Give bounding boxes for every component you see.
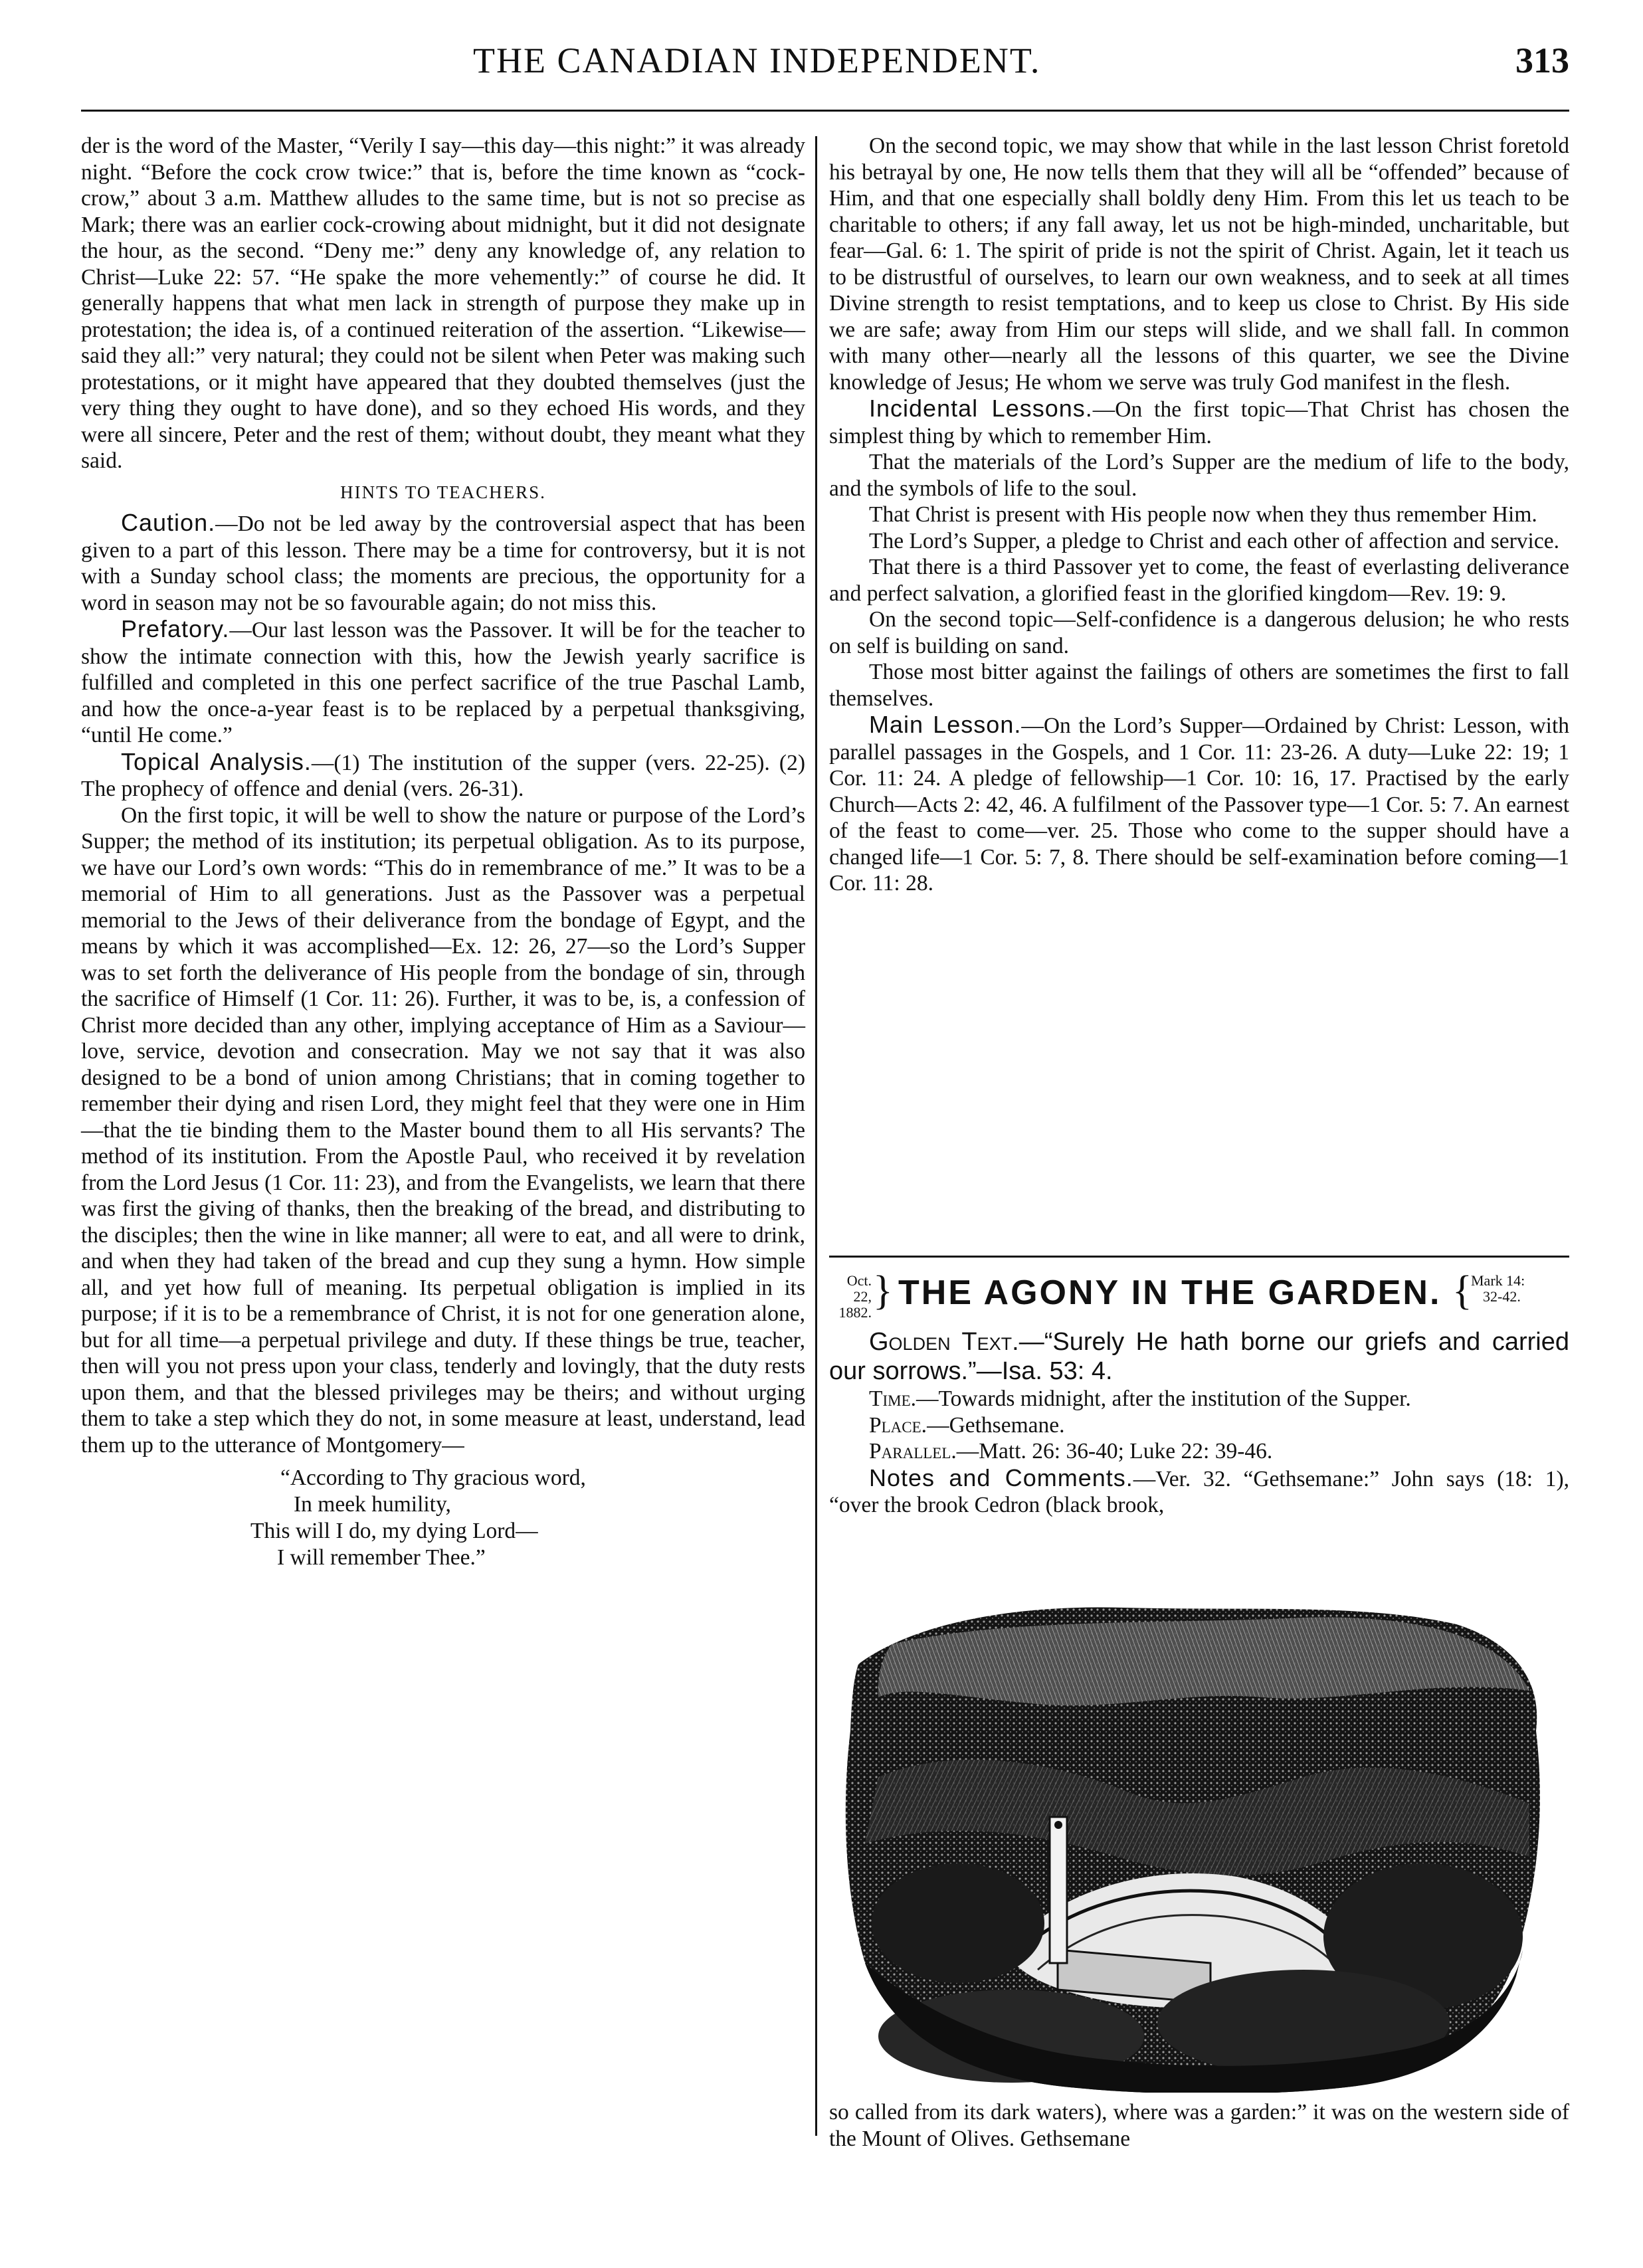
poem-line: This will I do, my dying Lord— [250, 1519, 538, 1543]
incidental-paragraph [829, 395, 1569, 449]
parallel-label: Parallel. [869, 1439, 957, 1464]
main-lesson-paragraph [829, 711, 1569, 897]
right-column-top [829, 133, 1569, 897]
prefatory-paragraph [81, 616, 805, 749]
golden-text-paragraph [829, 1327, 1569, 1386]
place-text: —Gethsemane. [927, 1412, 1065, 1438]
incidental-text: —On the first topic—That Christ has chosen the simplest thing by which to remember Him. [829, 397, 1570, 448]
incidental-item: The Lord’s Supper, a pledge to Christ and each other of affection and service. [869, 528, 1559, 553]
caution-label: Caution. [121, 509, 216, 536]
running-head [81, 40, 1569, 86]
lesson-date [829, 1273, 872, 1321]
second-topic-paragraph: On the second topic, we may show that while in the last lesson Christ foretold his betrayal by one, He now tells them that they will all be “offended” because of Him, and that one especially shall boldly deny Him. From this let us teach to be charitable to others; if any fall away, let us not be high-minded, uncharitable, but fear—Gal. 6: 1. The spirit of pride is not the spirit of Christ. Again, let it teach us to be distrustful of ourselves, to learn our own weakness, and to seek at all times Divine strength to resist temptations, and to keep us close to Christ. By His side we are safe; away from Him our steps will slide, and we shall fall. In common with many other—nearly all the lessons of this quarter, we see the Divine knowledge of Jesus; He whom we serve was truly God manifest in the flesh. [829, 134, 1569, 395]
main-lesson-label: Main Lesson. [869, 711, 1022, 738]
incidental-item: That there is a third Passover yet to come, the feast of everlasting deliverance and perfect salvation, a glorified feast in the glorified kingdom—Rev. 19: 9. [829, 555, 1569, 606]
prefatory-text: —Our last lesson was the Passover. It will be for the teacher to show the intimate connection with this, how the Jewish yearly sacrifice is fulfilled and completed in this one perfect sacrifice of the true Paschal Lamb, and how the once-a-year feast is to be replaced by a perpetual thanksgiving, “until He come.” [81, 618, 805, 747]
golden-text-label: Golden Text. [869, 1328, 1019, 1356]
lesson-date-line: 1882. [838, 1304, 872, 1321]
first-topic-paragraph: On the first topic, it will be well to show the nature or purpose of the Lord’s Supper; the method of its institution; its perpetual obligation. As to its purpose, we have our Lord’s own words: “This do in remembrance of me.” It was to be a memorial of Him to all generations. Just as the Passover was a perpetual memorial to the Jews of their deliverance from the bondage of Egypt, and the means by which it was accomplished—Ex. 12: 26, 27—so the Lord’s Supper was to set forth the deliverance of His people from the bondage of sin, through the sacrifice of Himself (1 Cor. 11: 26). Further, it was to be, is, a confession of Christ more decided than any other, implying acceptance of Him as a Saviour—love, service, devotion and consecration. May we not say that it was also designed to be a bond of union among Christians; that in coming together to remember their dying and risen Lord, they might feel that they were one in Him—that the tie binding them to the Master bound them to all His servants? The method of its institution. From the Apostle Paul, who received it by revelation from the Lord Jesus (1 Cor. 11: 23), and from the Evangelists, we learn that there was first the giving of thanks, then the breaking of the bread, and distributing to the disciples; then the wine in like manner; all were to eat, and all were to drink, and when they had taken of the bread and cup they sung a hymn. How simple all, and yet how full of meaning. Its perpetual obligation is implied in its purpose; if it is to be a remembrance of Christ, it is not for one generation alone, but for all time—a perpetual privilege and duty. If these things be true, teacher, then will you not press upon your class, tenderly and lovingly, that the duty rests upon them, and that the blessed privileges may be theirs; and without urging them to take a step which they do not, in some measure at least, understand, lead them up to the utterance of Montgomery— [81, 803, 805, 1458]
hints-heading: HINTS TO TEACHERS. [340, 482, 546, 502]
notes-continuation: so called from its dark waters), where was a garden:” it was on the western side of the Mount of Olives. Gethsemane [829, 2100, 1569, 2151]
notes-text: —Ver. 32. “Gethsemane:” John says (18: 1), “over the brook Cedron (black brook, [829, 1466, 1570, 1517]
page-number: 313 [1515, 41, 1569, 80]
parallel-paragraph [829, 1438, 1569, 1465]
incidental-item: Those most bitter against the failings of others are sometimes the first to fall themselves. [829, 660, 1569, 711]
time-label: Time. [869, 1386, 916, 1411]
place-paragraph [829, 1412, 1569, 1439]
time-text: —Towards midnight, after the institution of the Supper. [916, 1386, 1411, 1411]
brace-glyph: { [1452, 1268, 1472, 1313]
golden-text: —“Surely He hath borne our griefs and carried our sorrows.”—Isa. 53: 4. [829, 1328, 1569, 1385]
header-rule [81, 110, 1569, 112]
montgomery-poem [81, 1465, 805, 1571]
poem-line: “According to Thy gracious word, [280, 1465, 586, 1490]
poem-line: I will remember Thee.” [277, 1545, 486, 1570]
brace-glyph: } [873, 1268, 893, 1313]
lesson-title: THE AGONY IN THE GARDEN. [898, 1274, 1442, 1312]
lesson-rule [829, 1256, 1569, 1258]
poem-line: In meek humility, [294, 1492, 451, 1517]
lesson-date-line: Oct. 22, [846, 1272, 872, 1305]
topical-label: Topical Analysis. [121, 747, 312, 775]
right-column-bottom [829, 2099, 1569, 2152]
column-divider [815, 136, 817, 2136]
running-title: THE CANADIAN INDEPENDENT. [473, 41, 1041, 80]
prefatory-label: Prefatory. [121, 615, 230, 642]
lesson-ref-line: Mark 14: [1471, 1272, 1525, 1289]
place-label: Place. [869, 1412, 927, 1438]
lesson-scripture-ref [1471, 1273, 1525, 1305]
topical-paragraph [81, 749, 805, 803]
time-paragraph [829, 1386, 1569, 1412]
lesson-ref-line: 32-42. [1483, 1288, 1521, 1305]
incidental-item: That Christ is present with His people now when they thus remember Him. [869, 502, 1537, 527]
right-column-middle [829, 1327, 1569, 1519]
caution-paragraph [81, 510, 805, 616]
gethsemane-engraving [838, 1578, 1551, 2093]
left-opening-paragraph: der is the word of the Master, “Verily I say—this day—this night:” it was already night. “Before the cock crow twice:” that is, before the time known as “cock-crow,” about 3 a.m. Matthew alludes to the same time, but is not so precise as Mark; there was an earlier cock-crowing about midnight, but it did not designate the hour, as the second. “Deny me:” deny any knowledge of, any relation to Christ—Luke 22: 57. “He spake the more vehemently:” of course he did. It generally happens that what men lack in strength of purpose they make up in protestation; the idea is, of a continued reiteration of the assertion. “Likewise—said they all:” very natural; they could not be silent when Peter was making such protestations, or it might have appeared that they doubted themselves (just the very thing they ought to have done), and so they echoed His words, and they were all sincere, Peter and the rest of them; without doubt, they meant what they said. [81, 134, 805, 473]
notes-label: Notes and Comments. [869, 1464, 1133, 1491]
parallel-text: —Matt. 26: 36-40; Luke 22: 39-46. [956, 1439, 1273, 1464]
main-lesson-text: —On the Lord’s Supper—Ordained by Christ: Lesson, with parallel passages in the Gospels, and 1 Cor. 11: 23-26. A duty—Luke 22: 19; 1 Cor. 11: 24. A pledge of fellowship—1 Cor. 10: 16, 17. Practised by the early Church—Acts 2: 42, 46. A fulfilment of the Passover type—1 Cor. 5: 7. An earnest of the feast to come—ver. 25. Those who come to the supper should have a changed life—1 Cor. 5: 7, 8. There should be self-examination before coming—1 Cor. 11: 28. [829, 713, 1569, 896]
left-column [81, 133, 805, 1571]
incidental-item: That the materials of the Lord’s Supper are the medium of life to the body, and the symbols of life to the soul. [829, 450, 1569, 501]
lesson-header [829, 1268, 1569, 1327]
caution-text: —Do not be led away by the controversial aspect that has been given to a part of this lesson. There may be a time for controversy, but it is not with a Sunday school class; the moments are precious, the opportunity for a word in season may not be so favourable again; do not miss this. [81, 512, 805, 615]
incidental-label: Incidental Lessons. [869, 395, 1093, 422]
topical-text: —(1) The institution of the supper (vers. 22-25). (2) The prophecy of offence and denial (vers. 26-31). [81, 750, 805, 801]
notes-paragraph [829, 1465, 1569, 1519]
incidental-item: On the second topic—Self-confidence is a dangerous delusion; he who rests on self is building on sand. [829, 607, 1569, 658]
